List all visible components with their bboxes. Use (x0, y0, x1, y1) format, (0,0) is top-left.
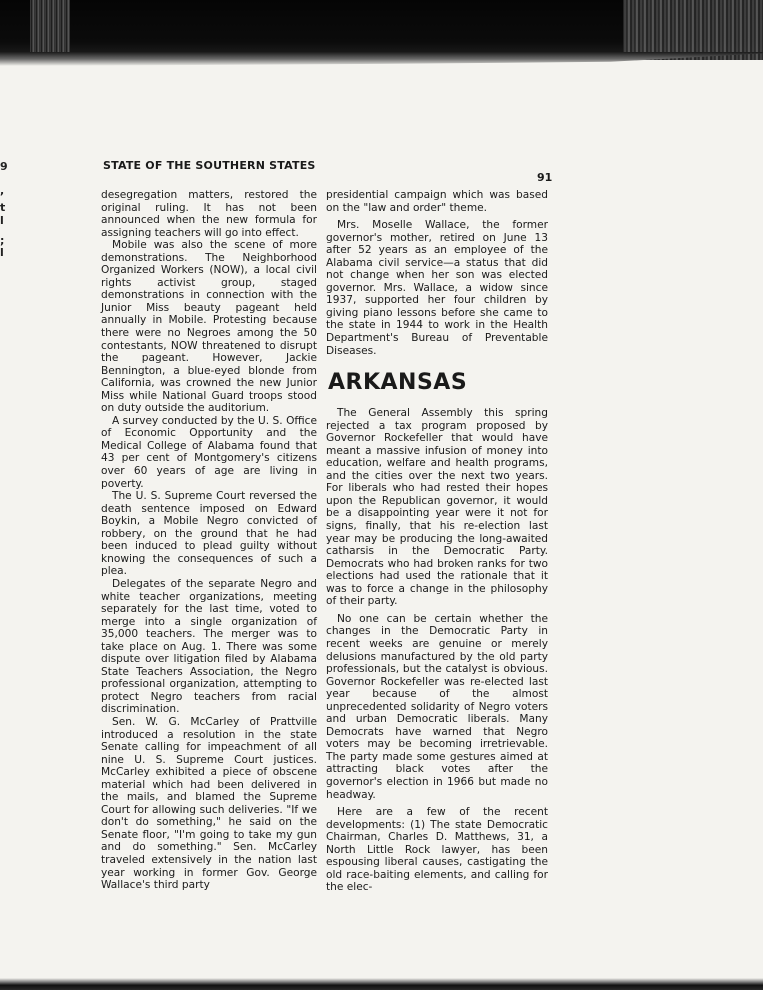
gutter-mark: 9 (0, 160, 8, 173)
paragraph: No one can be certain whether the changes in the Democratic Party in recent weeks are genuine or merely delusions manufactured by the old party professionals, but the catalyst is obvious. Governor Rockefeller was re-elected last year because of the almost unprecedented solidarity of Negro voters and urban Democratic liberals. Many Democrats have warned that Negro voters may be becoming irretrievable. The party made some gestures aimed at attracting black votes after the governor's election in 1966 but made no headway. (326, 612, 548, 801)
gutter-mark: l (0, 214, 4, 227)
paragraph: The General Assembly this spring rejected a tax program proposed by Governor Rockefeller that would have meant a massive infusion of money into education, welfare and health programs, and the cities over the next two years. For liberals who had rested their hopes upon the Republican governor, it would be a disappointing year were it not for signs, finally, that his re-election last year may be producing the long-awaited catharsis in the Democratic Party. Democrats who had broken ranks for two elections had used the rationale that it was to force a change in the philosophy of their party. (326, 407, 548, 608)
paragraph: A survey conducted by the U. S. Office of Economic Opportunity and the Medical College of Alabama found that 43 per cent of Montgomery's citizens over 60 years of age are living in poverty. (101, 414, 317, 490)
left-column (101, 189, 317, 892)
paragraph: desegregation matters, restored the original ruling. It has not been announced when the new formula for assigning teachers will go into effect. (101, 189, 317, 239)
paragraph: Sen. W. G. McCarley of Prattville introduced a resolution in the state Senate calling for impeachment of all nine U. S. Supreme Court justices. McCarley exhibited a piece of obscene material which had been delivered in the mails, and blamed the Supreme Court for allowing such deliveries. "If we don't do something," he said on the Senate floor, "I'm going to take my gun and do something." Sen. McCarley traveled extensively in the nation last year working in former Gov. George Wallace's third party (101, 715, 317, 892)
running-header: STATE OF THE SOUTHERN STATES (103, 159, 316, 172)
paragraph: Delegates of the separate Negro and white teacher organizations, meeting separately for the last time, voted to merge into a single organization of 35,000 teachers. The merger was to take place on Aug. 1. There was some dispute over litigation filed by Alabama State Teachers Association, the Negro professional organization, attempting to protect Negro teachers from racial discrimination. (101, 577, 317, 716)
paragraph: presidential campaign which was based on the "law and order" theme. (326, 189, 548, 214)
gutter-mark: t (0, 201, 6, 214)
gutter-mark: ; (0, 234, 5, 247)
gutter-mark: , (0, 184, 5, 197)
scan-noise-left (30, 0, 70, 60)
page-edge-shadow (0, 52, 763, 66)
paragraph: Mobile was also the scene of more demonstrations. The Neighborhood Organized Workers (NOW), a local civil rights activist group, staged demonstrations in connection with the Junior Miss beauty pageant held annually in Mobile. Protesting because there were no Negroes among the 50 contestants, NOW threatened to disrupt the pageant. However, Jackie Bennington, a blue-eyed blonde from California, was crowned the new Junior Miss while National Guard troops stood on duty outside the auditorium. (101, 239, 317, 415)
scan-noise-right (623, 0, 763, 60)
page-number: 91 (537, 171, 553, 184)
paragraph: Mrs. Moselle Wallace, the former governor's mother, retired on June 13 after 52 years as an employee of the Alabama civil service—a status that did not change when her son was elected governor. Mrs. Wallace, a widow since 1937, supported her four children by giving piano lessons before she came to the state in 1944 to work in the Health Department's Bureau of Preventable Diseases. (326, 219, 548, 357)
paragraph: The U. S. Supreme Court reversed the death sentence imposed on Edward Boykin, a Mobile Negro convicted of robbery, on the ground that he had been induced to plead guilty without knowing the consequences of such a plea. (101, 490, 317, 578)
right-column (326, 189, 548, 894)
scan-dark-border-bottom (0, 978, 763, 990)
section-heading: ARKANSAS (328, 370, 468, 396)
gutter-mark: l (0, 246, 4, 259)
paragraph: Here are a few of the recent developments: (1) The state Democratic Chairman, Charles D. Matthews, 31, a North Little Rock lawyer, has been espousing liberal causes, castigating the old race-baiting elements, and calling for the elec- (326, 806, 548, 894)
